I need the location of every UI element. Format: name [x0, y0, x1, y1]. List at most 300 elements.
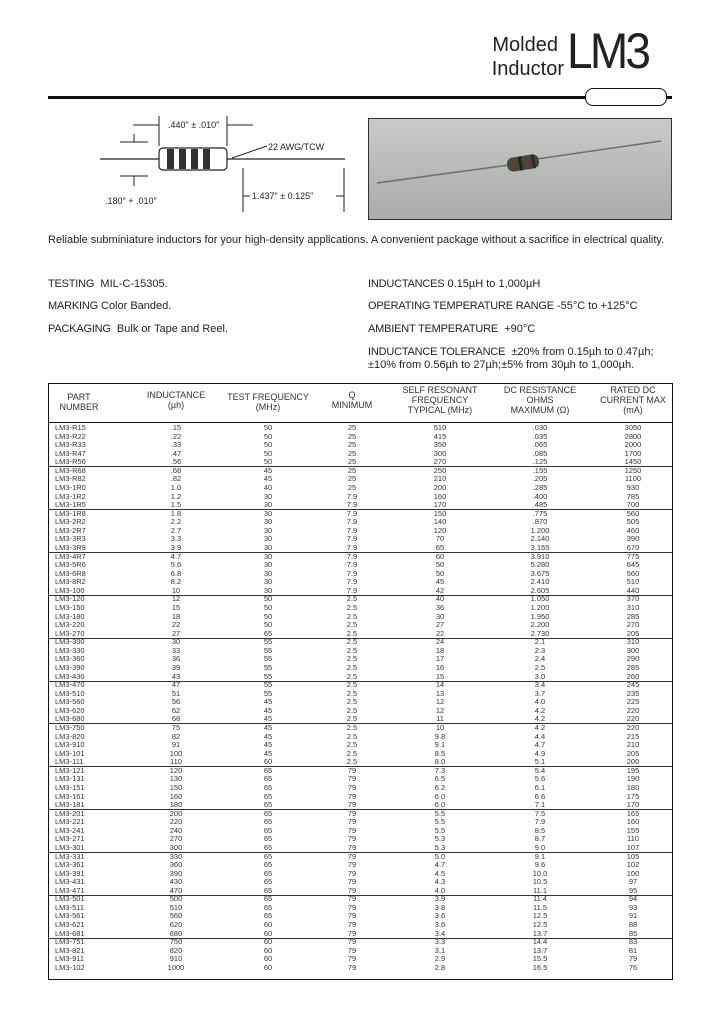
cell-rated-current: 930 — [626, 482, 640, 492]
cell-q-minimum: 2.5 — [346, 748, 358, 758]
cell-rated-current: 215 — [626, 731, 640, 741]
cell-q-minimum: 79 — [347, 920, 357, 930]
cell-rated-current: 220 — [626, 722, 640, 732]
cell-part-number: LM3-820 — [55, 731, 85, 741]
table-row — [49, 638, 672, 646]
cell-q-minimum: 2.5 — [346, 620, 358, 630]
cell-dc-resistance: 2.4 — [534, 654, 546, 664]
table-row — [49, 835, 672, 843]
cell-part-number: LM3-680 — [55, 714, 85, 724]
table-row — [49, 578, 672, 586]
cell-inductance: 750 — [169, 937, 183, 947]
cell-part-number: LM3-270 — [55, 628, 85, 638]
body-length-label: .440" ± .010" — [168, 120, 220, 130]
cell-inductance: 130 — [169, 774, 183, 784]
cell-rated-current: 775 — [626, 551, 640, 561]
cell-dc-resistance: .400 — [532, 491, 548, 501]
cell-self-resonant-frequency: 4.0 — [434, 885, 446, 895]
col-test-frequency: TEST FREQUENCY (MHz) — [227, 392, 309, 412]
cell-test-frequency: 50 — [263, 594, 273, 604]
cell-part-number: LM3-111 — [55, 757, 84, 767]
cell-test-frequency: 30 — [263, 568, 273, 578]
cell-test-frequency: 65 — [263, 782, 273, 792]
cell-self-resonant-frequency: 24 — [435, 637, 445, 647]
cell-part-number: LM3-5R6 — [55, 560, 86, 570]
cell-q-minimum: 7.9 — [346, 542, 358, 552]
cell-part-number: LM3-180 — [55, 611, 85, 621]
description: Reliable subminiature inductors for your high-density applications. A convenient package without a sacrifice in electrical quality. — [48, 234, 665, 246]
cell-rated-current: 160 — [626, 817, 640, 827]
cell-test-frequency: 65 — [263, 851, 273, 861]
cell-inductance: 1.2 — [170, 491, 182, 501]
cell-q-minimum: 7.9 — [346, 534, 358, 544]
cell-self-resonant-frequency: 150 — [433, 508, 447, 518]
cell-inductance: 220 — [169, 817, 183, 827]
cell-rated-current: 290 — [626, 654, 640, 664]
cell-rated-current: 1700 — [624, 448, 642, 458]
cell-part-number: LM3-3R9 — [55, 542, 86, 552]
cell-rated-current: 310 — [626, 637, 640, 647]
table-row — [49, 587, 672, 595]
cell-rated-current: 102 — [626, 860, 640, 870]
cell-test-frequency: 40 — [263, 482, 273, 492]
table-row — [49, 450, 672, 458]
table-row — [49, 827, 672, 835]
cell-q-minimum: 2.5 — [346, 671, 358, 681]
cell-rated-current: 95 — [628, 885, 638, 895]
cell-dc-resistance: 12.5 — [532, 920, 548, 930]
cell-inductance: 430 — [169, 877, 183, 887]
cell-inductance: 3.3 — [170, 534, 182, 544]
cell-q-minimum: 79 — [347, 834, 357, 844]
cell-q-minimum: 2.5 — [346, 722, 358, 732]
title-inductor: Inductor — [491, 58, 564, 80]
cell-inductance: .15 — [170, 423, 182, 432]
cell-dc-resistance: 3.910 — [530, 551, 550, 561]
cell-part-number: LM3-R56 — [55, 457, 86, 467]
cell-rated-current: 79 — [628, 954, 638, 964]
cell-dc-resistance: 4.0 — [534, 697, 546, 707]
cell-self-resonant-frequency: 15 — [435, 671, 445, 681]
cell-dc-resistance: 1.050 — [530, 594, 550, 604]
cell-dc-resistance: 8.7 — [534, 834, 546, 844]
spec-marking: MARKING Color Banded. — [48, 300, 172, 312]
cell-test-frequency: 45 — [263, 705, 273, 715]
cell-dc-resistance: 13.7 — [532, 928, 548, 938]
table-row — [49, 767, 672, 775]
cell-part-number: LM3-150 — [55, 602, 85, 612]
cell-test-frequency: 30 — [263, 517, 273, 527]
cell-q-minimum: 2.5 — [346, 594, 358, 604]
cell-part-number: LM3-301 — [55, 842, 85, 852]
cell-q-minimum: 79 — [347, 791, 357, 801]
cell-q-minimum: 25 — [347, 448, 357, 458]
cell-self-resonant-frequency: 3.9 — [434, 894, 446, 904]
cell-inductance: 5.6 — [170, 560, 182, 570]
cell-rated-current: 81 — [628, 945, 638, 955]
cell-self-resonant-frequency: 5.5 — [434, 817, 446, 827]
cell-inductance: 43 — [171, 671, 181, 681]
cell-inductance: 12 — [171, 594, 181, 604]
table-row — [49, 690, 672, 698]
table-header — [49, 384, 672, 423]
cell-inductance: 240 — [169, 825, 183, 835]
table-row — [49, 793, 672, 801]
cell-rated-current: 235 — [626, 688, 640, 698]
cell-dc-resistance: 5.280 — [530, 560, 550, 570]
table-row — [49, 467, 672, 475]
cell-part-number: LM3-330 — [55, 645, 85, 655]
cell-q-minimum: 79 — [347, 808, 357, 818]
cell-self-resonant-frequency: 16 — [435, 662, 445, 672]
cell-q-minimum: 2.5 — [346, 611, 358, 621]
table-row — [49, 458, 672, 466]
cell-self-resonant-frequency: 5.5 — [434, 825, 446, 835]
cell-q-minimum: 25 — [347, 440, 357, 450]
cell-inductance: 330 — [169, 851, 183, 861]
cell-q-minimum: 79 — [347, 825, 357, 835]
cell-q-minimum: 25 — [347, 423, 357, 432]
cell-part-number: LM3-390 — [55, 662, 85, 672]
cell-inductance: .33 — [170, 440, 182, 450]
cell-dc-resistance: 16.5 — [532, 962, 548, 972]
table-row — [49, 750, 672, 758]
table-row — [49, 947, 672, 955]
cell-test-frequency: 60 — [263, 945, 273, 955]
cell-rated-current: 390 — [626, 534, 640, 544]
cell-self-resonant-frequency: 9.8 — [434, 731, 446, 741]
cell-dc-resistance: 11.4 — [532, 894, 548, 904]
cell-part-number: LM3-621 — [55, 920, 85, 930]
cell-inductance: .22 — [170, 431, 182, 441]
cell-rated-current: 225 — [626, 697, 640, 707]
cell-dc-resistance: 12.5 — [532, 911, 548, 921]
table-row — [49, 878, 672, 886]
cell-q-minimum: 79 — [347, 894, 357, 904]
cell-q-minimum: 79 — [347, 851, 357, 861]
cell-test-frequency: 65 — [263, 825, 273, 835]
cell-inductance: 51 — [171, 688, 181, 698]
cell-rated-current: 97 — [628, 877, 638, 887]
cell-inductance: .47 — [170, 448, 182, 458]
cell-dc-resistance: 2.200 — [530, 620, 550, 630]
table-row — [49, 673, 672, 681]
table-row — [49, 433, 672, 441]
cell-inductance: 33 — [171, 645, 181, 655]
cell-part-number: LM3-131 — [55, 774, 85, 784]
cell-q-minimum: 7.9 — [346, 500, 358, 510]
table-row — [49, 595, 672, 603]
cell-test-frequency: 65 — [263, 902, 273, 912]
cell-test-frequency: 45 — [263, 474, 273, 484]
spec-ambient-temp: AMBIENT TEMPERATURE +90°C — [368, 323, 536, 335]
cell-test-frequency: 45 — [263, 697, 273, 707]
cell-inductance: 300 — [169, 842, 183, 852]
col-self-resonant: SELF RESONANT FREQUENCY TYPICAL (MHz) — [402, 385, 478, 415]
cell-self-resonant-frequency: 510 — [433, 423, 447, 432]
cell-test-frequency: 55 — [263, 654, 273, 664]
cell-dc-resistance: 6.6 — [534, 791, 546, 801]
table-row — [49, 810, 672, 818]
cell-q-minimum: 79 — [347, 817, 357, 827]
cell-rated-current: 285 — [626, 662, 640, 672]
cell-part-number: LM3-1R2 — [55, 491, 86, 501]
table-row — [49, 741, 672, 749]
table-row — [49, 775, 672, 783]
lead-length-label: 1.437" ± 0.125" — [252, 191, 314, 201]
cell-q-minimum: 7.9 — [346, 577, 358, 587]
cell-rated-current: 180 — [626, 782, 640, 792]
cell-rated-current: 220 — [626, 714, 640, 724]
cell-test-frequency: 65 — [263, 834, 273, 844]
cell-self-resonant-frequency: 4.5 — [434, 868, 446, 878]
cell-part-number: LM3-560 — [55, 697, 85, 707]
cell-test-frequency: 50 — [263, 423, 273, 432]
cell-q-minimum: 2.5 — [346, 602, 358, 612]
cell-self-resonant-frequency: 5.5 — [434, 808, 446, 818]
table-row — [49, 930, 672, 938]
cell-self-resonant-frequency: 270 — [433, 457, 447, 467]
cell-self-resonant-frequency: 6.0 — [434, 791, 446, 801]
cell-part-number: LM3-430 — [55, 671, 85, 681]
cell-part-number: LM3-620 — [55, 705, 85, 715]
table-row — [49, 861, 672, 869]
cell-self-resonant-frequency: 2.8 — [434, 962, 446, 972]
cell-self-resonant-frequency: 7.3 — [434, 765, 446, 775]
cell-q-minimum: 79 — [347, 877, 357, 887]
cell-test-frequency: 30 — [263, 577, 273, 587]
cell-inductance: 150 — [169, 782, 183, 792]
header-tab — [585, 88, 667, 106]
cell-dc-resistance: 3.155 — [530, 542, 550, 552]
cell-rated-current: 370 — [626, 594, 640, 604]
table-row — [49, 681, 672, 689]
table-row — [49, 535, 672, 543]
cell-part-number: LM3-1R5 — [55, 500, 86, 510]
cell-dc-resistance: 9.0 — [534, 842, 546, 852]
cell-inductance: 56 — [171, 697, 181, 707]
cell-q-minimum: 2.5 — [346, 637, 358, 647]
table-row — [49, 424, 672, 432]
cell-test-frequency: 45 — [263, 722, 273, 732]
cell-part-number: LM3-220 — [55, 620, 85, 630]
cell-test-frequency: 50 — [263, 611, 273, 621]
cell-dc-resistance: 4.7 — [534, 740, 546, 750]
cell-self-resonant-frequency: 3.4 — [434, 928, 446, 938]
cell-q-minimum: 79 — [347, 962, 357, 972]
cell-rated-current: 505 — [626, 517, 640, 527]
cell-rated-current: 91 — [628, 911, 638, 921]
cell-rated-current: 1100 — [624, 474, 642, 484]
cell-test-frequency: 45 — [263, 748, 273, 758]
cell-inductance: 1.5 — [170, 500, 182, 510]
cell-test-frequency: 55 — [263, 645, 273, 655]
cell-rated-current: 205 — [626, 628, 640, 638]
cell-rated-current: 560 — [626, 568, 640, 578]
cell-test-frequency: 65 — [263, 808, 273, 818]
cell-dc-resistance: 2.410 — [530, 577, 550, 587]
cell-test-frequency: 45 — [263, 731, 273, 741]
cell-test-frequency: 30 — [263, 551, 273, 561]
table-row — [49, 724, 672, 732]
cell-rated-current: 170 — [626, 800, 640, 810]
cell-self-resonant-frequency: 4.3 — [434, 877, 446, 887]
cell-inductance: 110 — [170, 757, 182, 767]
cell-part-number: LM3-911 — [55, 954, 85, 964]
cell-dc-resistance: 4.9 — [534, 748, 546, 758]
cell-inductance: 68 — [171, 714, 181, 724]
cell-rated-current: 76 — [628, 962, 638, 972]
col-part-number: PART NUMBER — [59, 392, 99, 412]
cell-q-minimum: 79 — [347, 937, 357, 947]
cell-part-number: LM3-R33 — [55, 440, 86, 450]
cell-dc-resistance: .870 — [532, 517, 548, 527]
cell-test-frequency: 65 — [263, 868, 273, 878]
cell-test-frequency: 60 — [263, 954, 273, 964]
cell-self-resonant-frequency: 12 — [435, 705, 445, 715]
cell-dc-resistance: 1.200 — [530, 602, 550, 612]
cell-q-minimum: 79 — [347, 885, 357, 895]
cell-dc-resistance: .065 — [532, 440, 548, 450]
cell-self-resonant-frequency: 36 — [435, 602, 445, 612]
cell-q-minimum: 79 — [347, 842, 357, 852]
cell-q-minimum: 79 — [347, 860, 357, 870]
cell-self-resonant-frequency: 2.9 — [434, 954, 446, 964]
cell-inductance: 360 — [169, 860, 183, 870]
cell-self-resonant-frequency: 65 — [435, 542, 445, 552]
cell-inductance: 120 — [169, 765, 183, 775]
cell-test-frequency: 65 — [263, 877, 273, 887]
cell-dc-resistance: 5.6 — [534, 774, 546, 784]
cell-q-minimum: 2.5 — [346, 740, 358, 750]
cell-dc-resistance: 11.1 — [532, 885, 548, 895]
header-rule — [48, 96, 672, 99]
cell-inductance: 820 — [169, 945, 183, 955]
cell-inductance: 4.7 — [170, 551, 182, 561]
table-row — [49, 844, 672, 852]
table-row — [49, 715, 672, 723]
table-row — [49, 758, 672, 766]
table-row — [49, 570, 672, 578]
cell-q-minimum: 2.5 — [346, 628, 358, 638]
cell-rated-current: 670 — [626, 542, 640, 552]
cell-test-frequency: 65 — [263, 800, 273, 810]
cell-inductance: 36 — [171, 654, 181, 664]
table-row — [49, 655, 672, 663]
table-row — [49, 784, 672, 792]
cell-self-resonant-frequency: 350 — [433, 440, 447, 450]
cell-dc-resistance: 3.4 — [534, 680, 546, 690]
cell-q-minimum: 2.5 — [346, 705, 358, 715]
cell-part-number: LM3-511 — [55, 902, 85, 912]
cell-dc-resistance: 1.950 — [530, 611, 550, 621]
cell-dc-resistance: .030 — [532, 423, 548, 432]
cell-test-frequency: 55 — [263, 680, 273, 690]
cell-q-minimum: 2.5 — [346, 688, 358, 698]
cell-q-minimum: 7.9 — [346, 508, 358, 518]
cell-inductance: 62 — [171, 705, 181, 715]
cell-q-minimum: 79 — [347, 911, 357, 921]
cell-test-frequency: 65 — [263, 774, 273, 784]
cell-dc-resistance: 2.605 — [530, 585, 550, 595]
cell-q-minimum: 25 — [347, 457, 357, 467]
table-row — [49, 553, 672, 561]
cell-self-resonant-frequency: 50 — [435, 568, 445, 578]
cell-dc-resistance: .205 — [532, 474, 548, 484]
cell-inductance: 27 — [171, 628, 181, 638]
cell-q-minimum: 25 — [347, 474, 357, 484]
dimension-diagram — [100, 112, 360, 222]
cell-q-minimum: 7.9 — [346, 517, 358, 527]
cell-q-minimum: 79 — [347, 765, 357, 775]
cell-part-number: LM3-470 — [55, 680, 85, 690]
cell-part-number: LM3-6R8 — [55, 568, 86, 578]
table-row — [49, 518, 672, 526]
cell-dc-resistance: .775 — [532, 508, 548, 518]
cell-part-number: LM3-R82 — [55, 474, 86, 484]
cell-dc-resistance: .035 — [532, 431, 548, 441]
cell-rated-current: 3050 — [624, 423, 642, 432]
cell-self-resonant-frequency: 6.5 — [434, 774, 446, 784]
table-row — [49, 938, 672, 946]
cell-dc-resistance: .125 — [532, 457, 548, 467]
cell-inductance: 30 — [171, 637, 181, 647]
cell-q-minimum: 79 — [347, 774, 357, 784]
cell-self-resonant-frequency: 10 — [435, 722, 445, 732]
cell-rated-current: 260 — [626, 671, 640, 681]
cell-rated-current: 190 — [626, 774, 640, 784]
cell-rated-current: 560 — [626, 508, 640, 518]
cell-self-resonant-frequency: 8.0 — [434, 757, 446, 767]
cell-inductance: 6.8 — [170, 568, 182, 578]
cell-dc-resistance: 9.1 — [534, 851, 546, 861]
cell-inductance: 3.9 — [170, 542, 182, 552]
cell-dc-resistance: .085 — [532, 448, 548, 458]
cell-inductance: 15 — [171, 602, 181, 612]
cell-self-resonant-frequency: 4.7 — [434, 860, 446, 870]
cell-dc-resistance: 4.2 — [534, 714, 546, 724]
table-row — [49, 895, 672, 903]
table-row — [49, 870, 672, 878]
cell-rated-current: 460 — [626, 525, 640, 535]
cell-test-frequency: 30 — [263, 525, 273, 535]
cell-dc-resistance: 8.5 — [534, 825, 546, 835]
cell-self-resonant-frequency: 14 — [435, 680, 445, 690]
cell-part-number: LM3-101 — [55, 748, 85, 758]
cell-self-resonant-frequency: 140 — [433, 517, 447, 527]
cell-dc-resistance: 14.4 — [532, 937, 548, 947]
cell-part-number: LM3-750 — [55, 722, 85, 732]
table-row — [49, 853, 672, 861]
cell-dc-resistance: 2.3 — [534, 645, 546, 655]
cell-rated-current: 195 — [626, 765, 640, 775]
cell-dc-resistance: 7.1 — [534, 800, 546, 810]
cell-rated-current: 245 — [626, 680, 640, 690]
cell-inductance: 390 — [169, 868, 183, 878]
cell-q-minimum: 79 — [347, 800, 357, 810]
cell-rated-current: 175 — [626, 791, 640, 801]
cell-part-number: LM3-3R3 — [55, 534, 86, 544]
cell-q-minimum: 2.5 — [346, 680, 358, 690]
table-row — [49, 621, 672, 629]
cell-part-number: LM3-102 — [55, 962, 85, 972]
col-dc-resistance: DC RESISTANCE OHMS MAXIMUM (Ω) — [503, 385, 577, 415]
cell-test-frequency: 30 — [263, 585, 273, 595]
cell-rated-current: 107 — [626, 842, 640, 852]
cell-rated-current: 285 — [626, 611, 640, 621]
cell-test-frequency: 65 — [263, 911, 273, 921]
cell-dc-resistance: .285 — [532, 482, 548, 492]
